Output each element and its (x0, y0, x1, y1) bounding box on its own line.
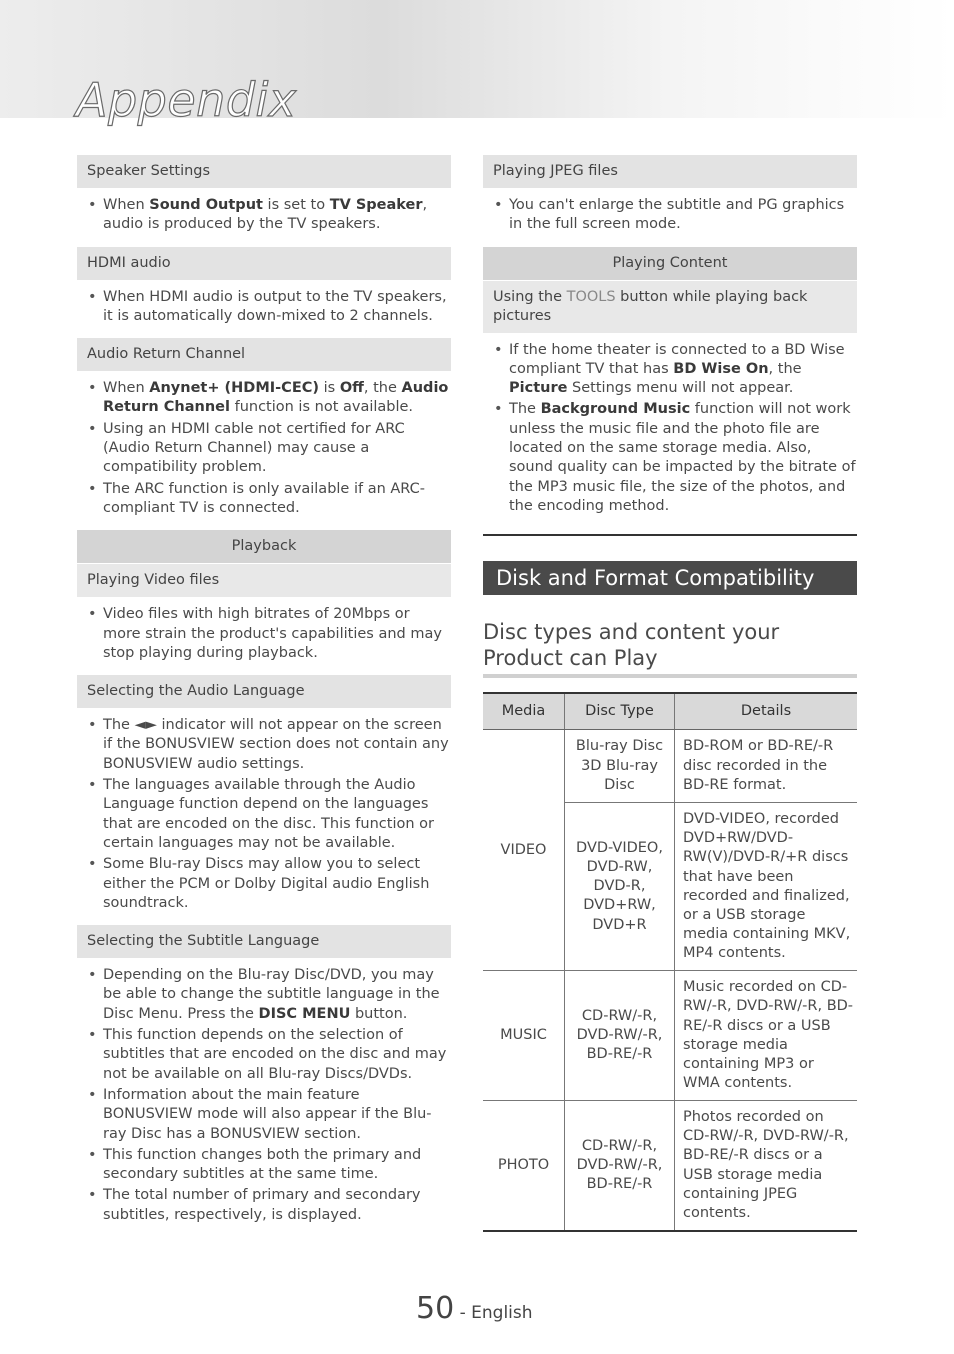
header-media: Media (483, 693, 565, 730)
jpeg-list (483, 188, 857, 247)
jpeg-heading: Playing JPEG files (483, 155, 857, 188)
details-cell: BD-ROM or BD-RE/-R disc recorded in the BD-RE format. (675, 730, 858, 803)
footer-separator: - (454, 1303, 472, 1323)
list-item: • Video files with high bitrates of 20Mbps or more strain the product's capabilities and may stop playing during playback. (103, 605, 451, 663)
tools-button-heading: Using the TOOLS button while playing back pictures (483, 280, 857, 333)
list-item: • The total number of primary and secondary subtitles, respectively, is displayed. (103, 1186, 451, 1225)
table-row (483, 1101, 857, 1231)
disc-type-cell: DVD-VIDEO, DVD-RW, DVD-R, DVD+RW, DVD+R (565, 803, 675, 971)
section-title: Disk and Format Compatibility (483, 561, 857, 595)
playing-content-list (483, 333, 857, 529)
list-item: • Some Blu-ray Discs may allow you to select either the PCM or Dolby Digital audio English soundtrack. (103, 855, 451, 913)
playing-content-heading: Playing Content (483, 247, 857, 280)
disc-type-cell: CD-RW/-R, DVD-RW/-R, BD-RE/-R (565, 971, 675, 1101)
list-item: • If the home theater is connected to a BD Wise compliant TV that has BD Wise On, the Picture Settings menu will not appear. (509, 341, 857, 399)
list-item: • Using an HDMI cable not certified for ARC (Audio Return Channel) may cause a compatibility problem. (103, 420, 451, 478)
details-cell: Photos recorded on CD-RW/-R, DVD-RW/-R, BD-RE/-R discs or a USB storage media containing JPEG contents. (675, 1101, 858, 1231)
playback-heading: Playback (77, 530, 451, 563)
arc-list (77, 371, 451, 530)
left-column (77, 155, 451, 1237)
disc-type-cell: Blu-ray Disc 3D Blu-ray Disc (565, 730, 675, 803)
list-item: • The ◄► indicator will not appear on the screen if the BONUSVIEW section does not contain any BONUSVIEW audio settings. (103, 716, 451, 774)
audio-language-list (77, 708, 451, 925)
list-item: • The Background Music function will not work unless the music file and the photo file are located on the same storage media. Also, sound quality can be impacted by the bitrate of the MP3 music file, the size of the photos, and the encoding method. (509, 400, 857, 516)
media-cell: PHOTO (483, 1101, 565, 1231)
media-cell: MUSIC (483, 971, 565, 1101)
list-item: • The languages available through the Audio Language function depend on the languages that are encoded on the disc. This function or certain languages may not be available. (103, 776, 451, 853)
table-row (483, 971, 857, 1101)
list-item: • You can't enlarge the subtitle and PG graphics in the full screen mode. (509, 196, 857, 235)
header-disc-type: Disc Type (565, 693, 675, 730)
details-cell: DVD-VIDEO, recorded DVD+RW/DVD-RW(V)/DVD-R/+R discs that have been recorded and finalized, or a USB storage media containing MKV, MP4 contents. (675, 803, 858, 971)
page-footer (416, 1291, 533, 1327)
list-item: • When Anynet+ (HDMI-CEC) is Off, the Audio Return Channel function is not available. (103, 379, 451, 418)
list-item: • When Sound Output is set to TV Speaker, audio is produced by the TV speakers. (103, 196, 451, 235)
playing-video-heading: Playing Video files (77, 563, 451, 597)
subtitle-language-heading: Selecting the Subtitle Language (77, 925, 451, 958)
speaker-settings-list (77, 188, 451, 247)
arc-heading: Audio Return Channel (77, 338, 451, 371)
page-title: Appendix (76, 73, 297, 127)
footer-language: English (471, 1303, 533, 1323)
disc-type-cell: CD-RW/-R, DVD-RW/-R, BD-RE/-R (565, 1101, 675, 1231)
hdmi-audio-list (77, 280, 451, 339)
table-header-row (483, 693, 857, 730)
subtitle-language-list (77, 958, 451, 1237)
playing-video-list (77, 597, 451, 675)
list-item: • This function changes both the primary and secondary subtitles at the same time. (103, 1146, 451, 1185)
media-cell: VIDEO (483, 730, 565, 971)
list-item: • The ARC function is only available if an ARC-compliant TV is connected. (103, 480, 451, 519)
header-details: Details (675, 693, 858, 730)
speaker-settings-heading: Speaker Settings (77, 155, 451, 188)
right-column (483, 155, 857, 1232)
page-number: 50 (416, 1291, 455, 1326)
table-row (483, 730, 857, 803)
audio-language-heading: Selecting the Audio Language (77, 675, 451, 708)
section-divider (483, 534, 857, 536)
list-item: • This function depends on the selection of subtitles that are encoded on the disc and may not be available on all Blu-ray Discs/DVDs. (103, 1026, 451, 1084)
list-item: • Information about the main feature BONUSVIEW mode will also appear if the Blu-ray Disc has a BONUSVIEW section. (103, 1086, 451, 1144)
compatibility-table (483, 692, 857, 1232)
subsection-title: Disc types and content your Product can Play (483, 619, 857, 678)
list-item: • When HDMI audio is output to the TV speakers, it is automatically down-mixed to 2 channels. (103, 288, 451, 327)
list-item: • Depending on the Blu-ray Disc/DVD, you may be able to change the subtitle language in the Disc Menu. Press the DISC MENU button. (103, 966, 451, 1024)
details-cell: Music recorded on CD-RW/-R, DVD-RW/-R, BD-RE/-R discs or a USB storage media containing MP3 or WMA contents. (675, 971, 858, 1101)
hdmi-audio-heading: HDMI audio (77, 247, 451, 280)
